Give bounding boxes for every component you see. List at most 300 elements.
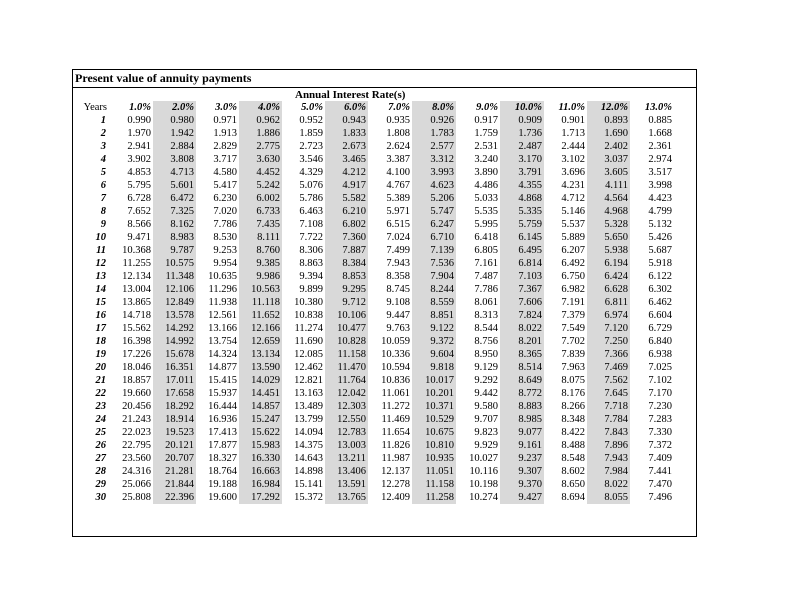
pv-cell: 5.938 — [587, 244, 630, 257]
pv-cell: 7.330 — [648, 427, 672, 438]
table-row — [73, 166, 674, 179]
pv-cell: 7.366 — [587, 348, 630, 361]
pv-cell: 7.904 — [412, 270, 456, 283]
rate-group-header: Annual Interest Rate(s) — [295, 89, 406, 101]
pv-cell: 2.361 — [648, 141, 672, 152]
pv-cell: 19.600 — [208, 492, 237, 503]
pv-cell: 12.134 — [122, 271, 151, 282]
pv-cell: 8.488 — [561, 440, 585, 451]
pv-cell: 8.530 — [213, 232, 237, 243]
pv-cell: 9.292 — [474, 375, 498, 386]
pv-cell: 7.283 — [648, 414, 672, 425]
year-label: 1 — [100, 115, 106, 126]
pv-cell: 10.371 — [412, 400, 456, 413]
pv-cell: 1.886 — [239, 127, 282, 140]
pv-cell: 13.489 — [294, 401, 323, 412]
table-row — [73, 439, 674, 452]
pv-cell: 5.759 — [500, 218, 544, 231]
pv-cell: 14.029 — [239, 374, 282, 387]
pv-cell: 7.887 — [325, 244, 368, 257]
pv-cell: 3.696 — [561, 167, 585, 178]
pv-cell: 5.335 — [500, 205, 544, 218]
pv-cell: 8.111 — [239, 231, 282, 244]
pv-cell: 4.212 — [325, 166, 368, 179]
pv-cell: 6.728 — [127, 193, 151, 204]
pv-cell: 19.188 — [208, 479, 237, 490]
pv-cell: 6.974 — [587, 309, 630, 322]
pv-cell: 6.729 — [648, 323, 672, 334]
pv-cell: 13.211 — [325, 452, 368, 465]
pv-cell: 1.736 — [500, 127, 544, 140]
pv-cell: 20.456 — [122, 401, 151, 412]
rate-header-4: 4.0% — [239, 101, 282, 114]
pv-cell: 5.146 — [561, 206, 585, 217]
rate-header-9: 9.0% — [476, 102, 498, 113]
pv-cell: 6.710 — [412, 231, 456, 244]
pv-cell: 5.601 — [153, 179, 196, 192]
pv-cell: 21.281 — [153, 465, 196, 478]
pv-cell: 9.394 — [299, 271, 323, 282]
pv-cell: 6.210 — [325, 205, 368, 218]
pv-cell: 14.324 — [208, 349, 237, 360]
pv-cell: 3.993 — [412, 166, 456, 179]
pv-cell: 6.802 — [325, 218, 368, 231]
pv-cell: 3.170 — [500, 153, 544, 166]
pv-cell: 6.805 — [474, 245, 498, 256]
pv-cell: 8.649 — [500, 374, 544, 387]
pv-cell: 4.231 — [561, 180, 585, 191]
pv-cell: 0.885 — [648, 115, 672, 126]
pv-cell: 9.372 — [412, 335, 456, 348]
pv-cell: 6.515 — [386, 219, 410, 230]
pv-cell: 15.247 — [239, 413, 282, 426]
pv-cell: 25.808 — [122, 492, 151, 503]
pv-cell: 13.590 — [239, 361, 282, 374]
pv-cell: 2.775 — [239, 140, 282, 153]
pv-cell: 20.707 — [153, 452, 196, 465]
pv-cell: 2.673 — [325, 140, 368, 153]
pv-cell: 4.917 — [325, 179, 368, 192]
pv-cell: 4.486 — [474, 180, 498, 191]
pv-cell: 3.998 — [648, 180, 672, 191]
pv-cell: 13.765 — [325, 491, 368, 504]
pv-cell: 3.630 — [239, 153, 282, 166]
pv-cell: 8.422 — [561, 427, 585, 438]
pv-cell: 6.982 — [561, 284, 585, 295]
pv-cell: 10.017 — [412, 374, 456, 387]
pv-cell: 8.313 — [474, 310, 498, 321]
pv-cell: 16.663 — [239, 465, 282, 478]
rate-header-13: 13.0% — [644, 102, 672, 113]
pv-cell: 9.253 — [213, 245, 237, 256]
pv-cell: 2.723 — [299, 141, 323, 152]
pv-cell: 7.786 — [213, 219, 237, 230]
table-row — [73, 413, 674, 426]
pv-cell: 3.546 — [299, 154, 323, 165]
year-label: 7 — [100, 193, 106, 204]
pv-cell: 15.937 — [208, 388, 237, 399]
pv-cell: 10.810 — [412, 439, 456, 452]
year-label: 15 — [95, 297, 106, 308]
pv-cell: 4.111 — [587, 179, 630, 192]
pv-cell: 7.470 — [648, 479, 672, 490]
pv-cell: 17.658 — [153, 387, 196, 400]
year-label: 18 — [95, 336, 106, 347]
pv-cell: 8.358 — [386, 271, 410, 282]
pv-cell: 6.604 — [648, 310, 672, 321]
pv-cell: 12.462 — [294, 362, 323, 373]
table-row — [73, 322, 674, 335]
pv-cell: 10.575 — [153, 257, 196, 270]
pv-cell: 11.272 — [381, 401, 410, 412]
pv-cell: 7.487 — [474, 271, 498, 282]
pv-cell: 10.274 — [469, 492, 498, 503]
pv-cell: 6.230 — [213, 193, 237, 204]
pv-cell: 2.624 — [386, 141, 410, 152]
year-label: 12 — [95, 258, 106, 269]
pv-cell: 7.409 — [648, 453, 672, 464]
pv-cell: 5.537 — [561, 219, 585, 230]
pv-cell: 10.380 — [294, 297, 323, 308]
pv-cell: 4.623 — [412, 179, 456, 192]
pv-cell: 8.602 — [561, 466, 585, 477]
pv-cell: 6.194 — [587, 257, 630, 270]
pv-cell: 13.163 — [294, 388, 323, 399]
pv-cell: 6.462 — [648, 297, 672, 308]
pv-cell: 7.469 — [587, 361, 630, 374]
pv-cell: 0.943 — [325, 114, 368, 127]
pv-cell: 1.942 — [153, 127, 196, 140]
table-row — [73, 309, 674, 322]
pv-cell: 16.351 — [153, 361, 196, 374]
pv-cell: 6.424 — [587, 270, 630, 283]
pv-cell: 9.763 — [386, 323, 410, 334]
pv-cell: 6.145 — [500, 231, 544, 244]
year-label: 23 — [95, 401, 106, 412]
pv-cell: 9.427 — [500, 491, 544, 504]
year-label: 28 — [95, 466, 106, 477]
table-row — [73, 478, 674, 491]
pv-cell: 11.987 — [381, 453, 410, 464]
pv-cell: 14.718 — [122, 310, 151, 321]
pv-cell: 7.360 — [325, 231, 368, 244]
pv-cell: 3.902 — [127, 154, 151, 165]
pv-cell: 8.348 — [561, 414, 585, 425]
pv-cell: 7.606 — [500, 296, 544, 309]
pv-cell: 7.139 — [412, 244, 456, 257]
pv-cell: 10.675 — [412, 426, 456, 439]
pv-cell: 0.917 — [474, 115, 498, 126]
pv-cell: 11.690 — [294, 336, 323, 347]
pv-cell: 8.055 — [587, 491, 630, 504]
pv-cell: 9.237 — [500, 452, 544, 465]
pv-cell: 4.355 — [500, 179, 544, 192]
year-label: 3 — [100, 141, 106, 152]
pv-cell: 7.325 — [153, 205, 196, 218]
pv-cell: 4.767 — [386, 180, 410, 191]
pv-cell: 3.605 — [587, 166, 630, 179]
pv-cell: 8.559 — [412, 296, 456, 309]
pv-cell: 10.828 — [325, 335, 368, 348]
pv-cell: 9.129 — [474, 362, 498, 373]
pv-cell: 21.243 — [122, 414, 151, 425]
rate-header-8: 8.0% — [412, 101, 456, 114]
pv-cell: 2.487 — [500, 140, 544, 153]
pv-cell: 9.295 — [325, 283, 368, 296]
year-label: 29 — [95, 479, 106, 490]
pv-cell: 4.452 — [239, 166, 282, 179]
table-row — [73, 114, 674, 127]
pv-cell: 8.384 — [325, 257, 368, 270]
pv-cell: 4.580 — [213, 167, 237, 178]
pv-cell: 1.970 — [127, 128, 151, 139]
pv-cell: 9.471 — [127, 232, 151, 243]
table-row — [73, 491, 674, 504]
pv-cell: 5.132 — [648, 219, 672, 230]
pv-cell: 8.883 — [500, 400, 544, 413]
pv-cell: 0.952 — [299, 115, 323, 126]
pv-cell: 9.929 — [474, 440, 498, 451]
pv-cell: 4.329 — [299, 167, 323, 178]
pv-cell: 2.577 — [412, 140, 456, 153]
pv-cell: 15.562 — [122, 323, 151, 334]
table-row — [73, 270, 674, 283]
pv-cell: 8.756 — [474, 336, 498, 347]
pv-cell: 0.962 — [239, 114, 282, 127]
pv-cell: 10.477 — [325, 322, 368, 335]
pv-cell: 5.889 — [561, 232, 585, 243]
year-label: 22 — [95, 388, 106, 399]
pv-cell: 14.877 — [208, 362, 237, 373]
pv-cell: 5.417 — [213, 180, 237, 191]
pv-cell: 8.863 — [299, 258, 323, 269]
pv-cell: 7.108 — [299, 219, 323, 230]
table-row — [73, 218, 674, 231]
table-row — [73, 348, 674, 361]
pv-cell: 7.120 — [587, 322, 630, 335]
year-label: 25 — [95, 427, 106, 438]
pv-cell: 9.122 — [412, 322, 456, 335]
pv-cell: 8.162 — [153, 218, 196, 231]
pv-cell: 11.118 — [239, 296, 282, 309]
pv-cell: 10.836 — [381, 375, 410, 386]
pv-cell: 9.307 — [500, 465, 544, 478]
pv-cell: 10.935 — [412, 452, 456, 465]
table-row — [73, 465, 674, 478]
pv-cell: 12.561 — [208, 310, 237, 321]
pv-cell: 10.027 — [469, 453, 498, 464]
pv-cell: 4.100 — [386, 167, 410, 178]
table-row — [73, 244, 674, 257]
pv-cell: 7.549 — [561, 323, 585, 334]
table-row — [73, 374, 674, 387]
pv-cell: 17.413 — [208, 427, 237, 438]
pv-cell: 9.442 — [474, 388, 498, 399]
year-label: 6 — [100, 180, 106, 191]
pv-cell: 14.094 — [294, 427, 323, 438]
pv-cell: 1.713 — [561, 128, 585, 139]
pv-cell: 6.628 — [587, 283, 630, 296]
pv-cell: 8.544 — [474, 323, 498, 334]
pv-cell: 7.191 — [561, 297, 585, 308]
pv-cell: 5.687 — [648, 245, 672, 256]
year-label: 24 — [95, 414, 106, 425]
pv-cell: 18.046 — [122, 362, 151, 373]
pv-cell: 6.814 — [500, 257, 544, 270]
pv-cell: 11.258 — [412, 491, 456, 504]
pv-cell: 8.266 — [561, 401, 585, 412]
pv-cell: 22.795 — [122, 440, 151, 451]
pv-cell: 10.116 — [469, 466, 498, 477]
pv-cell: 8.760 — [239, 244, 282, 257]
year-label: 19 — [95, 349, 106, 360]
pv-cell: 9.447 — [386, 310, 410, 321]
rate-header-6: 6.0% — [325, 101, 368, 114]
pv-cell: 13.003 — [325, 439, 368, 452]
pv-cell: 12.042 — [325, 387, 368, 400]
pv-cell: 18.327 — [208, 453, 237, 464]
pv-cell: 23.560 — [122, 453, 151, 464]
pv-cell: 3.387 — [386, 154, 410, 165]
pv-cell: 9.580 — [474, 401, 498, 412]
pv-cell: 5.971 — [386, 206, 410, 217]
pv-cell: 18.292 — [153, 400, 196, 413]
pv-cell: 0.926 — [412, 114, 456, 127]
pv-cell: 5.389 — [386, 193, 410, 204]
table-row — [73, 127, 674, 140]
rate-header-2: 2.0% — [153, 101, 196, 114]
pv-cell: 13.134 — [239, 348, 282, 361]
pv-cell: 10.838 — [294, 310, 323, 321]
pv-cell: 11.654 — [381, 427, 410, 438]
pv-cell: 9.077 — [500, 426, 544, 439]
pv-cell: 15.983 — [239, 439, 282, 452]
pv-cell: 7.536 — [412, 257, 456, 270]
pv-cell: 11.255 — [122, 258, 151, 269]
pv-cell: 8.061 — [474, 297, 498, 308]
pv-cell: 2.884 — [153, 140, 196, 153]
pv-cell: 7.435 — [239, 218, 282, 231]
pv-cell: 10.635 — [208, 271, 237, 282]
pv-cell: 4.423 — [648, 193, 672, 204]
pv-cell: 14.451 — [239, 387, 282, 400]
pv-cell: 6.733 — [239, 205, 282, 218]
pv-cell: 6.840 — [648, 336, 672, 347]
pv-cell: 7.984 — [587, 465, 630, 478]
table-row — [73, 296, 674, 309]
pv-cell: 12.659 — [239, 335, 282, 348]
pv-cell: 0.971 — [213, 115, 237, 126]
year-label: 4 — [100, 154, 106, 165]
pv-cell: 7.943 — [386, 258, 410, 269]
pv-cell: 5.582 — [325, 192, 368, 205]
year-label: 8 — [100, 206, 106, 217]
pv-cell: 11.274 — [294, 323, 323, 334]
pv-cell: 14.992 — [153, 335, 196, 348]
year-label: 16 — [95, 310, 106, 321]
pv-cell: 5.795 — [127, 180, 151, 191]
pv-cell: 6.122 — [648, 271, 672, 282]
pv-cell: 7.702 — [561, 336, 585, 347]
pv-cell: 7.839 — [561, 349, 585, 360]
pv-cell: 7.441 — [648, 466, 672, 477]
pv-cell: 9.712 — [325, 296, 368, 309]
rate-header-1: 1.0% — [129, 102, 151, 113]
pv-cell: 7.824 — [500, 309, 544, 322]
pv-cell: 11.158 — [325, 348, 368, 361]
year-label: 30 — [95, 492, 106, 503]
pv-cell: 8.365 — [500, 348, 544, 361]
pv-cell: 12.303 — [325, 400, 368, 413]
pv-cell: 14.375 — [294, 440, 323, 451]
pv-cell: 2.444 — [561, 141, 585, 152]
pv-cell: 0.990 — [127, 115, 151, 126]
rate-header-7: 7.0% — [388, 102, 410, 113]
pv-cell: 6.463 — [299, 206, 323, 217]
table-row — [73, 153, 674, 166]
pv-cell: 10.198 — [469, 479, 498, 490]
pv-cell: 21.844 — [153, 478, 196, 491]
pv-cell: 20.121 — [153, 439, 196, 452]
pv-cell: 7.102 — [648, 375, 672, 386]
pv-cell: 15.415 — [208, 375, 237, 386]
pv-cell: 16.936 — [208, 414, 237, 425]
pv-cell: 7.645 — [587, 387, 630, 400]
pv-cell: 19.660 — [122, 388, 151, 399]
year-label: 27 — [95, 453, 106, 464]
pv-cell: 8.985 — [500, 413, 544, 426]
pv-cell: 1.833 — [325, 127, 368, 140]
pv-cell: 7.843 — [587, 426, 630, 439]
pv-cell: 7.718 — [587, 400, 630, 413]
pv-cell: 9.707 — [474, 414, 498, 425]
pv-cell: 15.141 — [294, 479, 323, 490]
pv-cell: 7.496 — [648, 492, 672, 503]
rate-header-12: 12.0% — [587, 101, 630, 114]
pv-cell: 6.472 — [153, 192, 196, 205]
pv-cell: 12.137 — [381, 466, 410, 477]
pv-cell: 7.024 — [386, 232, 410, 243]
pv-cell: 5.786 — [299, 193, 323, 204]
pv-cell: 8.772 — [500, 387, 544, 400]
pv-cell: 11.348 — [153, 270, 196, 283]
grid-body — [73, 114, 674, 504]
pv-cell: 7.722 — [299, 232, 323, 243]
year-label: 17 — [95, 323, 106, 334]
pv-cell: 15.678 — [153, 348, 196, 361]
pv-cell: 13.754 — [208, 336, 237, 347]
pv-cell: 9.161 — [500, 439, 544, 452]
pv-cell: 7.170 — [648, 388, 672, 399]
table-row — [73, 283, 674, 296]
pv-cell: 8.201 — [500, 335, 544, 348]
pv-cell: 15.622 — [239, 426, 282, 439]
table-row — [73, 140, 674, 153]
pv-cell: 12.821 — [294, 375, 323, 386]
pv-cell: 4.853 — [127, 167, 151, 178]
pv-cell: 9.818 — [412, 361, 456, 374]
pv-cell: 4.564 — [587, 192, 630, 205]
pv-cell: 8.650 — [561, 479, 585, 490]
pv-cell: 17.292 — [239, 491, 282, 504]
pv-cell: 10.336 — [381, 349, 410, 360]
pv-cell: 6.247 — [412, 218, 456, 231]
pv-cell: 6.418 — [474, 232, 498, 243]
pv-cell: 18.857 — [122, 375, 151, 386]
pv-cell: 15.372 — [294, 492, 323, 503]
pv-cell: 3.465 — [325, 153, 368, 166]
pv-cell: 8.950 — [474, 349, 498, 360]
